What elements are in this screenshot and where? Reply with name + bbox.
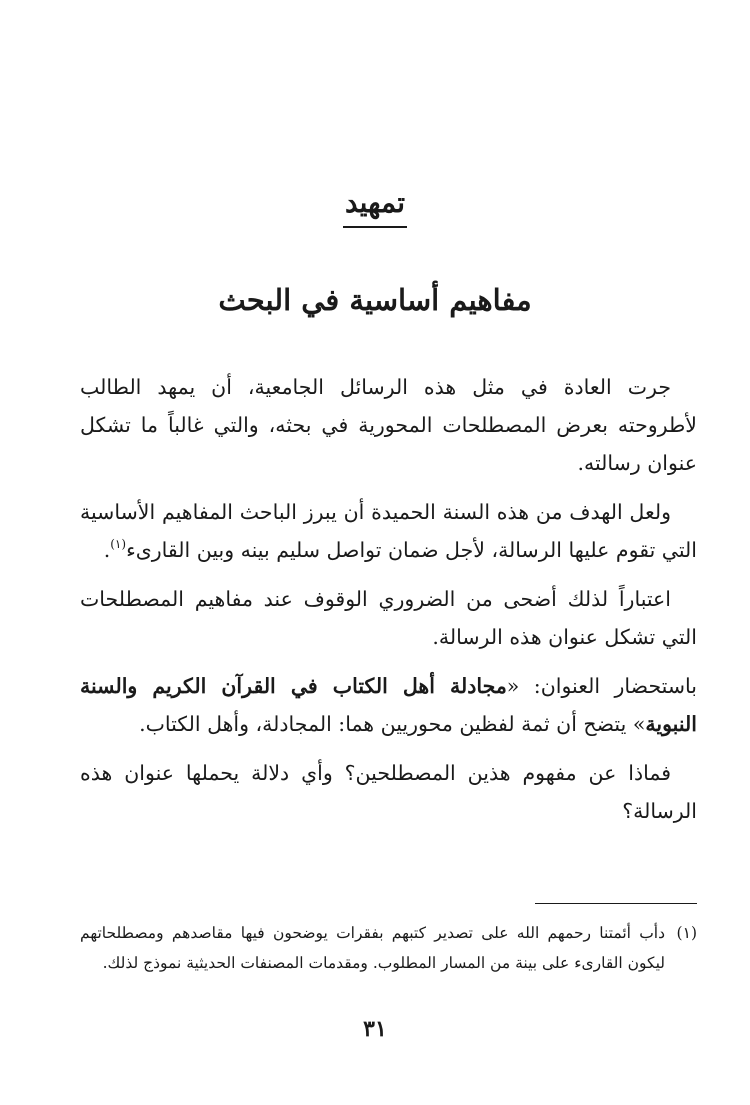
paragraph-1: جرت العادة في مثل هذه الرسائل الجامعية، أن يمهد الطالب لأطروحته بعرض المصطلحات المحورية في بحثه، والتي غالباً ما تشكل عنوان رسالته. <box>80 375 697 475</box>
paragraph-2-text: ولعل الهدف من هذه السنة الحميدة أن يبرز الباحث المفاهيم الأساسية التي تقوم عليها الرسالة، لأجل ضمان تواصل سليم بينه وبين القارىء <box>80 500 697 562</box>
paragraph-4 <box>80 667 697 743</box>
footnote-reference: (١) <box>110 537 127 551</box>
paragraph-2 <box>80 493 697 569</box>
paragraph-4-rest: » يتضح أن ثمة لفظين محوريين هما: المجادلة، وأهل الكتاب. <box>139 712 646 736</box>
footnote-divider <box>535 903 697 904</box>
chapter-label <box>0 186 750 228</box>
paragraph-4-lead: باستحضار العنوان: « <box>506 674 697 698</box>
page-number: ٣١ <box>363 1016 387 1042</box>
footnote-number: (١) <box>676 924 697 942</box>
paragraph-2-end: . <box>103 538 111 562</box>
paragraph-5: فماذا عن مفهوم هذين المصطلحين؟ وأي دلالة يحملها عنوان هذه الرسالة؟ <box>80 761 697 823</box>
footnote-text: دأب أئمتنا رحمهم الله على تصدير كتبهم بفقرات يوضحون فيها مقاصدهم ومصطلحاتهم ليكون القارىء على بينة من المسار المطلوب. ومقدمات المصنفات الحديثية نموذج لذلك. <box>80 924 665 972</box>
thesis-title: مجادلة أهل الكتاب في القرآن الكريم والسنة النبوية <box>80 674 697 736</box>
body-text <box>80 368 697 841</box>
footnote <box>80 918 697 978</box>
chapter-label-text: تمهيد <box>343 186 407 228</box>
chapter-title: مفاهيم أساسية في البحث <box>218 283 532 317</box>
paragraph-3: اعتباراً لذلك أضحى من الضروري الوقوف عند مفاهيم المصطلحات التي تشكل عنوان هذه الرسالة. <box>80 587 697 649</box>
